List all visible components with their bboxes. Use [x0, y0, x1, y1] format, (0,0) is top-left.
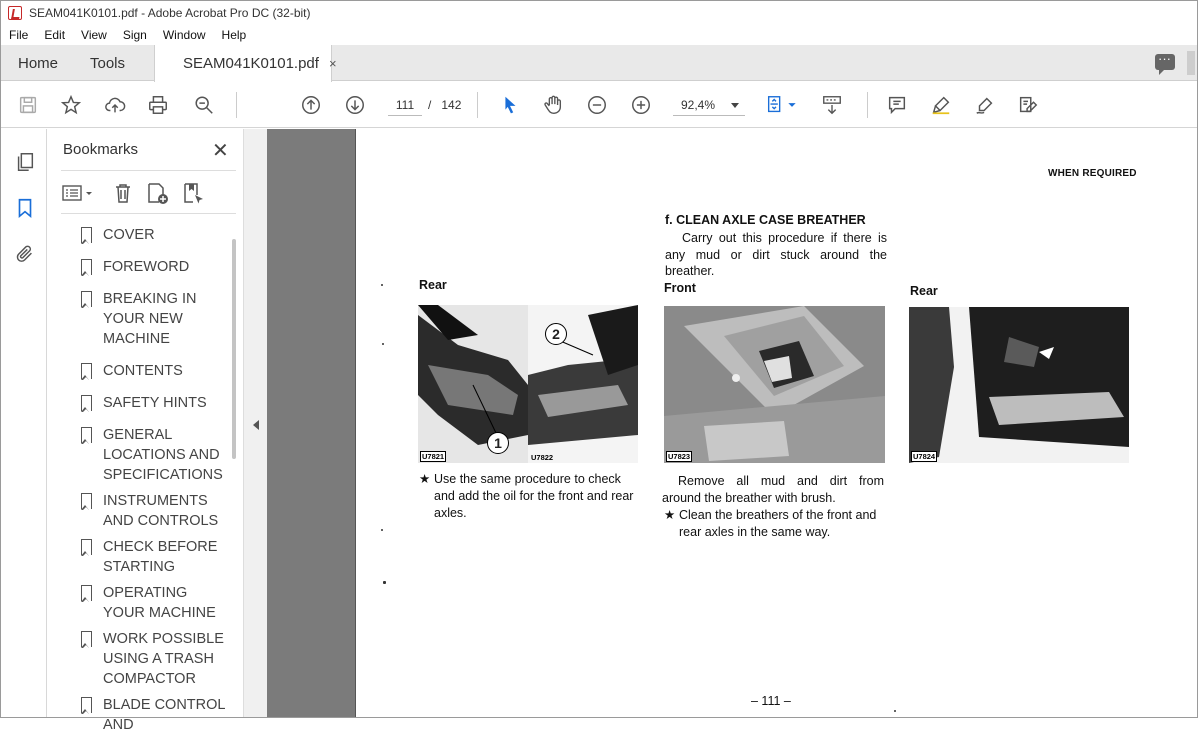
close-icon[interactable]: ✕: [212, 140, 229, 162]
page-thumbnails-icon[interactable]: [14, 151, 36, 173]
window-title: SEAM041K0101.pdf - Adobe Acrobat Pro DC (32-bit): [29, 5, 311, 20]
scroll-mode-icon[interactable]: [820, 93, 844, 117]
bookmark-icon: [81, 363, 92, 379]
bookmark-label: INSTRUMENTS AND CONTROLS: [103, 493, 219, 529]
list-item[interactable]: [77, 583, 229, 623]
zoom-level-select[interactable]: [673, 94, 745, 116]
edit-pdf-icon[interactable]: [1016, 93, 1040, 117]
title-bar: [1, 1, 1197, 24]
divider: [61, 170, 236, 171]
photo-front-axle: [664, 306, 885, 463]
page-number-input[interactable]: 111: [388, 94, 422, 116]
star-icon[interactable]: [59, 93, 83, 117]
hand-tool-icon[interactable]: [541, 93, 565, 117]
note-rear: [419, 471, 638, 522]
bookmarks-panel: [47, 129, 243, 733]
bookmark-icon: [81, 493, 92, 509]
bookmark-icon: [81, 291, 92, 307]
menu-window[interactable]: Window: [162, 27, 206, 42]
scan-speck: [381, 284, 383, 286]
attachment-icon[interactable]: [14, 243, 36, 265]
photo-rear-axle: [418, 305, 638, 463]
page-fit-icon[interactable]: [764, 93, 788, 117]
list-item[interactable]: [77, 289, 229, 349]
bookmark-label: OPERATING YOUR MACHINE: [103, 585, 216, 621]
photo-code: U7823: [668, 452, 691, 461]
list-item[interactable]: [77, 393, 229, 413]
bookmark-icon: [81, 395, 92, 411]
save-icon[interactable]: [16, 93, 40, 117]
delete-bookmark-icon[interactable]: [111, 181, 135, 205]
front-instructions: [662, 473, 884, 507]
scan-speck: [383, 581, 386, 584]
note-front: [664, 507, 885, 541]
page-header: WHEN REQUIRED: [1048, 168, 1137, 179]
close-tab-icon[interactable]: ×: [328, 56, 337, 71]
chevron-down-icon: [731, 103, 739, 108]
bookmark-label: SAFETY HINTS: [103, 395, 207, 411]
find-bookmark-icon[interactable]: [181, 181, 207, 205]
next-page-icon[interactable]: [343, 93, 367, 117]
list-item[interactable]: [77, 537, 229, 577]
bookmark-options-icon[interactable]: [61, 181, 97, 205]
bookmark-label: COVER: [103, 227, 155, 243]
bookmark-label: WORK POSSIBLE USING A TRASH COMPACTOR: [103, 631, 224, 687]
bookmark-label: GENERAL LOCATIONS AND SPECIFICATIONS: [103, 427, 223, 483]
comment-chat-icon[interactable]: [1155, 54, 1175, 70]
bookmark-label: BLADE CONTROL AND: [103, 697, 225, 733]
zoom-level-value: 92,4%: [681, 98, 716, 112]
caption-front: Front: [664, 281, 696, 295]
bookmark-label: FOREWORD: [103, 259, 190, 275]
bookmark-icon: [81, 585, 92, 601]
navigation-rail: [1, 129, 47, 717]
list-item[interactable]: [77, 491, 229, 531]
callout-2: 2: [545, 323, 567, 345]
note-front-text: Clean the breathers of the front and rear axles in the same way.: [679, 508, 877, 539]
list-item[interactable]: [77, 425, 229, 485]
highlight-pen-icon[interactable]: [929, 93, 953, 117]
collapse-panel-icon[interactable]: [253, 420, 259, 430]
tab-home[interactable]: Home: [18, 54, 59, 72]
tab-tools[interactable]: Tools: [90, 54, 126, 72]
bookmark-list: [77, 225, 229, 747]
photo-code: U7824: [913, 452, 936, 461]
menu-view[interactable]: View: [81, 27, 107, 42]
bookmark-label: CHECK BEFORE STARTING: [103, 539, 218, 575]
tab-document[interactable]: [154, 45, 337, 82]
section-body: [665, 230, 887, 280]
page-number: – 111 –: [751, 694, 791, 708]
front-body-text: Remove all mud and dirt from around the breather with brush.: [662, 474, 884, 505]
bookmark-icon[interactable]: [14, 197, 36, 219]
bookmark-icon: [81, 697, 92, 713]
menu-edit[interactable]: Edit: [44, 27, 66, 42]
list-item[interactable]: [77, 257, 229, 277]
bookmark-icon: [81, 259, 92, 275]
zoom-search-icon[interactable]: [192, 93, 216, 117]
page-separator: /: [428, 98, 432, 112]
scan-speck: [894, 710, 896, 712]
section-title: f. CLEAN AXLE CASE BREATHER: [665, 213, 866, 227]
list-item[interactable]: [77, 361, 229, 381]
scrollbar[interactable]: [232, 239, 236, 459]
note-rear-text: Use the same procedure to check and add the oil for the front and rear axles.: [434, 472, 634, 520]
menu-bar: [1, 24, 1197, 45]
menu-help[interactable]: Help: [221, 27, 247, 42]
caption-rear-left: Rear: [419, 278, 447, 292]
list-item[interactable]: [77, 695, 229, 735]
cloud-upload-icon[interactable]: [103, 93, 127, 117]
caption-rear-right: Rear: [910, 284, 938, 298]
print-icon[interactable]: [146, 93, 170, 117]
list-item[interactable]: [77, 629, 229, 689]
toolbar-divider: [477, 92, 478, 118]
scrollbar[interactable]: [1187, 51, 1195, 75]
tab-document-label: SEAM041K0101.pdf: [183, 55, 319, 72]
bookmark-icon: [81, 227, 92, 243]
chevron-down-icon[interactable]: [786, 93, 798, 117]
divider: [61, 213, 236, 214]
bookmark-label: BREAKING IN YOUR NEW MACHINE: [103, 291, 197, 347]
pdf-page: [355, 129, 1197, 717]
section-body-text: Carry out this procedure if there is any mud or dirt stuck around the breather.: [665, 231, 887, 278]
tab-bar: [1, 45, 1197, 81]
draw-sign-icon[interactable]: [973, 93, 997, 117]
menu-sign[interactable]: Sign: [122, 27, 147, 42]
photo-code: U7821: [422, 452, 445, 461]
bookmarks-toolbar: [61, 181, 231, 205]
select-cursor-icon[interactable]: [498, 93, 522, 117]
bookmark-icon: [81, 427, 92, 443]
bookmark-icon: [81, 631, 92, 647]
scan-speck: [381, 529, 383, 531]
star-icon: ★: [664, 508, 676, 522]
new-bookmark-icon[interactable]: [145, 181, 171, 205]
scan-speck: [382, 343, 384, 345]
menu-file[interactable]: File: [9, 27, 29, 42]
list-item[interactable]: [77, 225, 229, 245]
previous-page-icon[interactable]: [299, 93, 323, 117]
toolbar-divider: [867, 92, 868, 118]
page-total: [428, 98, 461, 112]
document-viewport[interactable]: [267, 129, 1197, 717]
page-total-count: 142: [441, 98, 462, 112]
bookmark-icon: [81, 539, 92, 555]
main-toolbar: [1, 82, 1197, 128]
panel-splitter[interactable]: [243, 129, 267, 717]
zoom-out-icon[interactable]: [585, 93, 609, 117]
comment-icon[interactable]: [885, 93, 909, 117]
callout-1: 1: [487, 432, 509, 454]
photo-code: U7822: [531, 453, 554, 462]
star-icon: ★: [419, 472, 431, 486]
acrobat-icon: [8, 6, 22, 20]
zoom-in-icon[interactable]: [629, 93, 653, 117]
bookmark-label: CONTENTS: [103, 363, 183, 379]
bookmarks-title: Bookmarks: [63, 141, 139, 158]
photo-rear-axle-alt: [909, 307, 1129, 463]
toolbar-divider: [236, 92, 237, 118]
